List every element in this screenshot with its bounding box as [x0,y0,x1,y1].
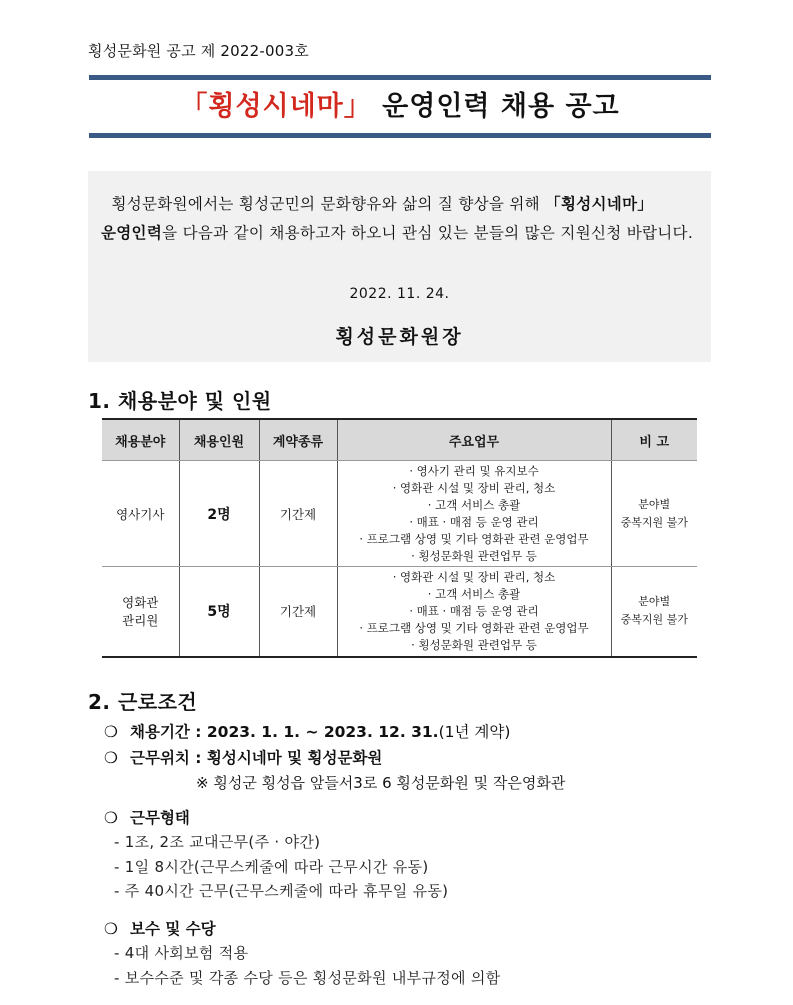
note-line: 분야별 [638,595,671,609]
duty-item: · 매표 · 매점 등 운영 관리 [409,514,539,529]
row-field: 영사기사 [102,461,179,567]
row-duties [337,567,611,657]
condition-period [104,720,510,742]
work-type-item: - 1조, 2조 교대근무(주 · 야간) [114,833,321,851]
section2-heading: 2. 근로조건 [88,690,198,714]
duty-item: · 횡성문화원 관련업무 등 [411,637,537,652]
row-duties [337,461,611,567]
table-header-row [102,419,697,461]
title-accent: 「횡성시네마」 [180,91,372,122]
pay-item: - 보수수준 및 각종 수당 등은 횡성문화원 내부규정에 의함 [114,969,501,987]
duty-item: · 영화관 시설 및 장비 관리, 청소 [392,480,556,495]
recruit-table [102,418,697,658]
condition-work-type [104,806,190,828]
notice-number: 횡성문화원 공고 제 2022-003호 [88,42,309,60]
location-label: 근무위치 : 횡성시네마 및 횡성문화원 [130,749,383,767]
location-note: ※ 횡성군 횡성읍 앞들서3로 6 횡성문화원 및 작은영화관 [196,774,566,792]
title-top-rule [89,75,711,80]
period-label: 채용기간 : 2023. 1. 1. ~ 2023. 12. 31. [130,723,439,741]
duty-item: · 프로그램 상영 및 기타 영화관 관련 운영업무 [359,620,589,635]
notice-date: 2022. 11. 24. [349,286,450,302]
work-type-item: - 1일 8시간(근무스케줄에 따라 근무시간 유동) [114,858,429,876]
duty-item: · 매표 · 매점 등 운영 관리 [409,603,539,618]
circle-bullet-icon: ❍ [104,920,118,938]
duty-item: · 고객 서비스 총괄 [427,586,521,601]
header-duties: 주요업무 [337,419,611,461]
condition-pay [104,917,216,939]
intro-part2: 을 다음과 같이 채용하고자 하오니 관심 있는 분들의 많은 지원신청 바랍니다. [162,224,694,242]
pay-label: 보수 및 수당 [130,920,216,938]
row-contract: 기간제 [259,461,337,567]
header-contract: 계약종류 [259,419,337,461]
pay-item: - 4대 사회보험 적용 [114,944,249,962]
circle-bullet-icon: ❍ [104,809,118,827]
work-type-item: - 주 40시간 근무(근무스케줄에 따라 휴무일 유동) [114,882,449,900]
row-field [102,567,179,657]
header-note: 비 고 [611,419,697,461]
field-line: 관리원 [122,613,159,629]
duty-item: · 횡성문화원 관련업무 등 [411,548,537,563]
intro-part1: 횡성문화원에서는 횡성군민의 문화향유와 삶의 질 향상을 위해 [111,195,546,213]
header-field: 채용분야 [102,419,179,461]
page-title [89,84,711,123]
row-count: 5명 [179,567,259,657]
intro-bold1: 「횡성시네마」 [545,195,654,213]
note-line: 분야별 [638,497,671,511]
intro-text [101,190,701,248]
row-count: 2명 [179,461,259,567]
duty-item: · 영사기 관리 및 유지보수 [409,463,539,478]
row-contract: 기간제 [259,567,337,657]
title-rest: 운영인력 채용 공고 [371,91,620,122]
field-line: 영화관 [122,595,159,611]
circle-bullet-icon: ❍ [104,749,118,767]
table-row [102,567,697,657]
table-row [102,461,697,567]
condition-location [104,746,382,768]
note-line: 중복지원 불가 [620,515,688,529]
duty-item: · 고객 서비스 총괄 [427,497,521,512]
note-line: 중복지원 불가 [620,613,688,627]
duty-item: · 프로그램 상영 및 기타 영화관 관련 운영업무 [359,531,589,546]
title-bottom-rule [89,133,711,138]
row-note [611,567,697,657]
row-note [611,461,697,567]
header-count: 채용인원 [179,419,259,461]
intro-bold2: 운영인력 [101,224,163,242]
period-suffix: (1년 계약) [438,723,511,741]
section1-heading: 1. 채용분야 및 인원 [88,389,272,413]
signer: 횡성문화원장 [335,326,464,348]
duty-item: · 영화관 시설 및 장비 관리, 청소 [392,569,556,584]
work-type-label: 근무형태 [130,809,190,827]
circle-bullet-icon: ❍ [104,723,118,741]
